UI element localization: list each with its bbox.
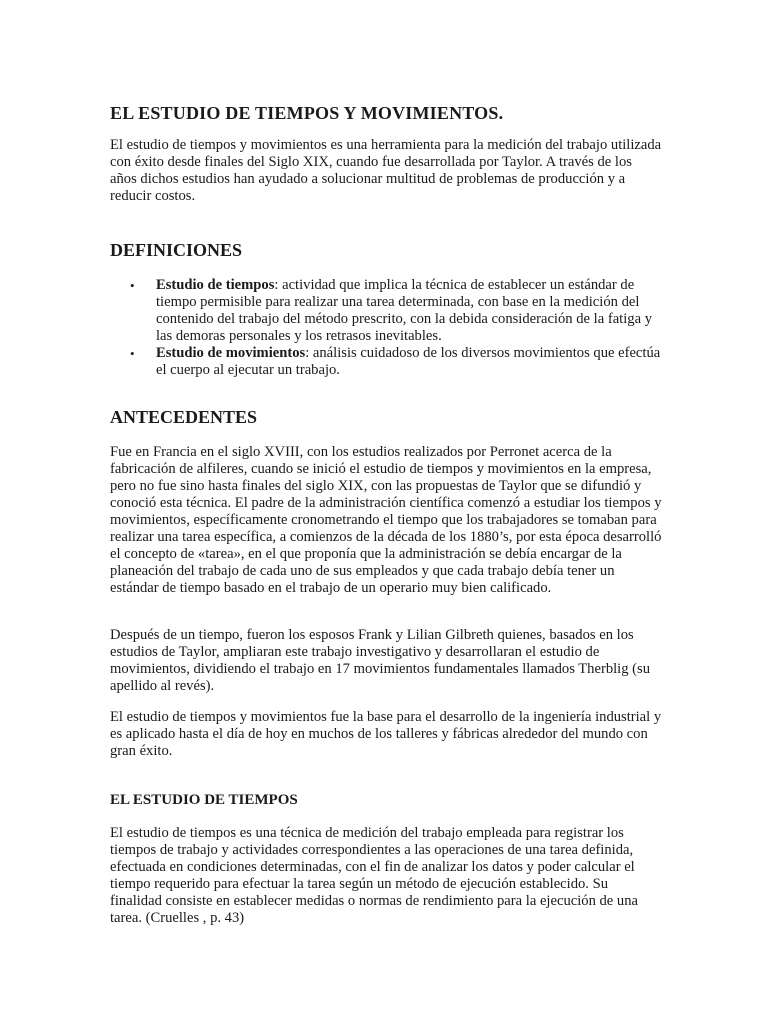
list-item [110, 345, 662, 379]
antecedentes-paragraph-1: Fue en Francia en el siglo XVIII, con los estudios realizados por Perronet acerca de la fabricación de alfileres, cuando se inició el estudio de tiempos y movimientos en la empresa, pero no fue sino hasta finales del siglo XIX, con las propuestas de Taylor que se difundió y conoció esta técnica. El padre de la administración científica comenzó a estudiar los tiempos y movimientos, específicamente cronometrando el tiempo que los trabajadores se tomaban para realizar una tarea específica, a comienzos de la década de los 1880’s, por esta época desarrolló el concepto de «tarea», en el que proponía que la administración se debía encargar de la planeación del trabajo de cada uno de sus empleados y que cada trabajo debía tener un estándar de tiempo basado en el trabajo de un operario muy bien calificado. [110, 444, 662, 596]
antecedentes-paragraph-3: El estudio de tiempos y movimientos fue la base para el desarrollo de la ingeniería industrial y es aplicado hasta el día de hoy en muchos de los talleres y fábricas alrededor del mundo con gran éxito. [110, 709, 662, 759]
definiciones-list [110, 277, 662, 379]
intro-paragraph: El estudio de tiempos y movimientos es una herramienta para la medición del trabajo utilizada con éxito desde finales del Siglo XIX, cuando fue desarrollada por Taylor. A través de los años dichos estudios han ayudado a solucionar multitud de problemas de producción y a reducir costos. [110, 137, 662, 204]
estudio-tiempos-heading: EL ESTUDIO DE TIEMPOS [110, 792, 298, 808]
bullet-icon: • [130, 278, 135, 293]
estudio-tiempos-paragraph: El estudio de tiempos es una técnica de medición del trabajo empleada para registrar los tiempos de trabajo y actividades correspondientes a las operaciones de una tarea definida, efectuada en condiciones determinadas, con el fin de analizar los datos y poder calcular el tiempo requerido para efectuar la tarea según un método de ejecución establecido. Su finalidad consiste en establecer medidas o normas de rendimiento para la ejecución de una tarea. (Cruelles , p. 43) [110, 825, 639, 926]
list-item [110, 277, 662, 345]
definition-text: : análisis cuidadoso de los diversos movimientos que efectúa el cuerpo al ejecutar un trabajo. [156, 345, 661, 378]
definiciones-heading: DEFINICIONES [110, 240, 243, 260]
bullet-icon: • [130, 346, 135, 361]
definition-term: Estudio de movimientos [156, 345, 306, 361]
antecedentes-paragraph-2: Después de un tiempo, fueron los esposos Frank y Lilian Gilbreth quienes, basados en los estudios de Taylor, ampliaran este trabajo investigativo y desarrollaran el estudio de movimientos, dividiendo el trabajo en 17 movimientos fundamentales llamados Therblig (su apellido al revés). [110, 627, 651, 694]
definition-term: Estudio de tiempos [156, 277, 275, 293]
antecedentes-heading: ANTECEDENTES [110, 407, 258, 427]
definition-text: : actividad que implica la técnica de establecer un estándar de tiempo permisible para realizar una tarea determinada, con base en la medición del contenido del trabajo del método prescrito, con la debida consideración de la fatiga y las demoras personales y los retrasos inevitables. [156, 277, 653, 344]
page-title: EL ESTUDIO DE TIEMPOS Y MOVIMIENTOS. [110, 103, 504, 123]
